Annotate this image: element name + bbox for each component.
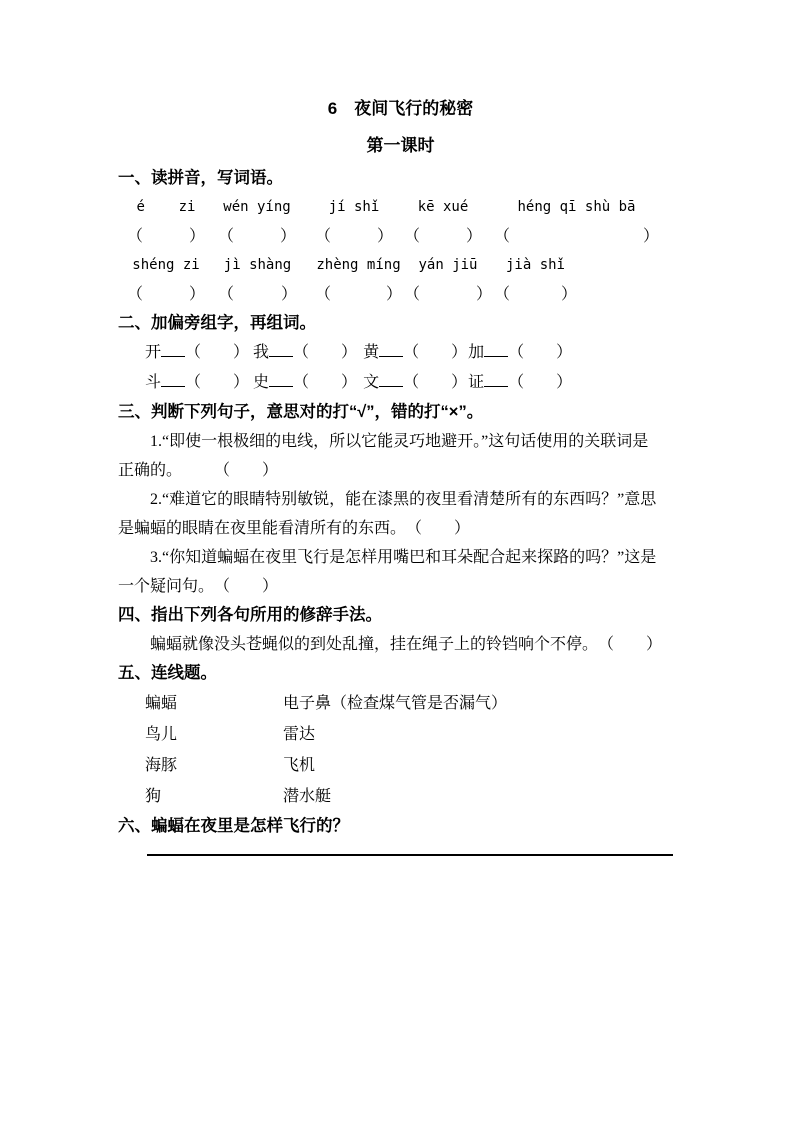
pinyin-word: héng qī shù bā — [517, 199, 636, 215]
pinyin-word: é zi — [136, 199, 196, 215]
right-paren: ） — [188, 286, 205, 303]
word-blank-parens: （ ） — [508, 344, 573, 361]
answer-write-line — [147, 854, 673, 856]
pinyin-row-2 — [118, 251, 683, 309]
right-paren: ） — [279, 228, 296, 245]
pinyin-word: wén yíng — [223, 199, 291, 215]
right-paren: ） — [465, 228, 482, 245]
answer-blank-parens — [218, 222, 296, 251]
right-paren: ） — [376, 228, 393, 245]
match-right-item: 雷达 — [283, 726, 316, 743]
answer-blank-parens — [494, 280, 577, 309]
write-blank — [484, 341, 508, 357]
write-blank — [379, 341, 403, 357]
write-blank — [269, 341, 293, 357]
word-blank-parens: （ ） — [508, 374, 573, 391]
section-4-heading: 四、指出下列各句所用的修辞手法。 — [118, 606, 382, 624]
left-paren: （ — [315, 286, 332, 303]
right-paren: ） — [475, 286, 492, 303]
right-paren: ） — [560, 286, 577, 303]
word-blank-parens: （ ） — [293, 344, 358, 361]
pinyin-word: jí shǐ — [328, 199, 380, 215]
match-row — [118, 781, 683, 812]
judge-item-2-line-2: 是蝙蝠的眼睛在夜里能看清所有的东西。 （ ） — [118, 520, 471, 537]
judge-item-3-line-2: 一个疑问句。 （ ） — [118, 578, 279, 595]
section-3-heading: 三、判断下列句子，意思对的打“√”，错的打“×”。 — [118, 403, 484, 421]
radical-row-1 — [118, 338, 683, 368]
radical-group — [363, 368, 467, 398]
write-blank — [161, 341, 185, 357]
answer-blank-parens — [404, 280, 492, 309]
pinyin-word-cell — [127, 251, 205, 309]
right-paren: ） — [642, 228, 659, 245]
pinyin-word-cell — [127, 193, 205, 251]
left-paren: （ — [494, 286, 511, 303]
pinyin-word: zhèng míng — [316, 257, 401, 273]
pinyin-word-cell — [494, 193, 659, 251]
write-blank — [379, 371, 403, 387]
match-row — [118, 750, 683, 781]
radical-char: 史 — [253, 374, 270, 391]
judge-item-1-line-2: 正确的。 （ ） — [118, 462, 279, 479]
section-1-heading: 一、读拼音，写词语。 — [118, 169, 283, 187]
radical-group — [145, 338, 249, 368]
match-left-item: 鸟儿 — [145, 726, 178, 743]
match-left-item: 蝙蝠 — [145, 695, 178, 712]
section-2-heading: 二、加偏旁组字，再组词。 — [118, 314, 316, 332]
match-right-item: 电子鼻（检查煤气管是否漏气） — [283, 695, 508, 712]
right-paren: ） — [280, 286, 297, 303]
left-paren: （ — [127, 228, 144, 245]
word-blank-parens: （ ） — [403, 344, 468, 361]
answer-blank-parens — [494, 222, 659, 251]
right-paren: ） — [188, 228, 205, 245]
left-paren: （ — [127, 286, 144, 303]
radical-group — [468, 338, 572, 368]
write-blank — [269, 371, 293, 387]
left-paren: （ — [404, 286, 421, 303]
match-row — [118, 688, 683, 719]
word-blank-parens: （ ） — [185, 374, 250, 391]
pinyin-word-cell — [404, 193, 482, 251]
left-paren: （ — [404, 228, 421, 245]
radical-char: 黄 — [363, 344, 380, 361]
pinyin-word-cell — [494, 251, 577, 309]
radical-group — [253, 338, 357, 368]
radical-group — [145, 368, 249, 398]
right-paren: ） — [385, 286, 402, 303]
pinyin-word: jià shǐ — [505, 257, 565, 273]
radical-char: 斗 — [145, 374, 162, 391]
write-blank — [484, 371, 508, 387]
section-5-heading: 五、连线题。 — [118, 664, 217, 682]
answer-blank-parens — [315, 280, 402, 309]
radical-group — [253, 368, 357, 398]
pinyin-word: jì shàng — [223, 257, 292, 273]
answer-blank-parens — [127, 280, 205, 309]
word-blank-parens: （ ） — [185, 344, 250, 361]
radical-char: 我 — [253, 344, 270, 361]
answer-blank-parens — [404, 222, 482, 251]
left-paren: （ — [218, 228, 235, 245]
left-paren: （ — [218, 286, 235, 303]
radical-char: 加 — [468, 344, 485, 361]
radical-char: 文 — [363, 374, 380, 391]
pinyin-word-cell — [315, 251, 402, 309]
radical-char: 证 — [468, 374, 485, 391]
answer-blank-parens — [315, 222, 393, 251]
answer-blank-parens — [127, 222, 205, 251]
match-right-item: 飞机 — [283, 757, 316, 774]
left-paren: （ — [494, 228, 511, 245]
pinyin-word: yán jiū — [418, 257, 478, 273]
judge-item-1-line-1: 1.“即使一根极细的电线，所以它能灵巧地避开。”这句话使用的关联词是 — [150, 433, 649, 450]
match-row — [118, 719, 683, 750]
pinyin-row-1 — [118, 193, 683, 251]
pinyin-word-cell — [404, 251, 492, 309]
pinyin-word-cell — [218, 251, 297, 309]
judge-item-3-line-1: 3.“你知道蝙蝠在夜里飞行是怎样用嘴巴和耳朵配合起来探路的吗？”这是 — [150, 549, 657, 566]
rhetoric-sentence: 蝙蝠就像没头苍蝇似的到处乱撞，挂在绳子上的铃铛响个不停。 （ ） — [150, 636, 663, 653]
left-paren: （ — [315, 228, 332, 245]
word-blank-parens: （ ） — [293, 374, 358, 391]
lesson-subtitle: 第一课时 — [366, 136, 435, 155]
match-left-item: 海豚 — [145, 757, 178, 774]
radical-group — [363, 338, 467, 368]
section-6-heading: 六、蝙蝠在夜里是怎样飞行的？ — [118, 817, 349, 835]
match-left-item: 狗 — [145, 788, 162, 805]
write-blank — [161, 371, 185, 387]
page-title: 6 夜间飞行的秘密 — [327, 99, 474, 118]
radical-char: 开 — [145, 344, 162, 361]
pinyin-word: kē xué — [417, 199, 469, 215]
answer-blank-parens — [218, 280, 297, 309]
word-blank-parens: （ ） — [403, 374, 468, 391]
pinyin-word-cell — [315, 193, 393, 251]
pinyin-word: shéng zi — [132, 257, 200, 273]
pinyin-word-cell — [218, 193, 296, 251]
radical-row-2 — [118, 368, 683, 398]
judge-item-2-line-1: 2.“难道它的眼睛特别敏锐，能在漆黑的夜里看清楚所有的东西吗？”意思 — [150, 491, 657, 508]
match-right-item: 潜水艇 — [283, 788, 332, 805]
radical-group — [468, 368, 572, 398]
